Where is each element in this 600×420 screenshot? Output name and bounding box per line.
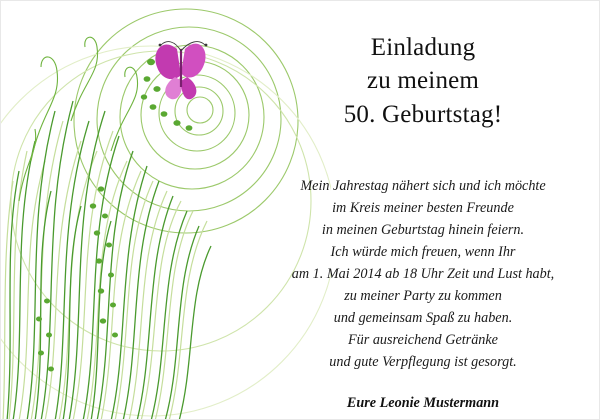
body-line-4: Ich würde mich freuen, wenn Ihr	[330, 243, 516, 260]
body-line-8: Für ausreichend Getränke	[348, 331, 498, 348]
page-title	[273, 31, 573, 131]
grass-leaf-dots	[36, 59, 192, 372]
headline-line-3: 50. Geburtstag!	[343, 100, 503, 128]
invitation-body	[273, 175, 573, 373]
body-line-6: zu meiner Party zu kommen	[344, 287, 502, 304]
grass-blades-light	[3, 121, 207, 420]
body-line-7: und gemeinsam Spaß zu haben.	[333, 309, 513, 326]
body-line-5: am 1. Mai 2014 ab 18 Uhr Zeit und Lust habt,	[291, 265, 555, 282]
body-line-1: Mein Jahrestag nähert sich und ich möchte	[300, 177, 546, 194]
invitation-text-block	[273, 31, 573, 412]
grass-blades-curls	[19, 37, 138, 201]
body-line-9: und gute Verpflegung ist gesorgt.	[329, 353, 517, 370]
body-line-2: im Kreis meiner besten Freunde	[332, 199, 514, 216]
grass-blades-dark	[7, 101, 211, 420]
body-line-3: in meinen Geburtstag hinein feiern.	[321, 221, 525, 238]
butterfly-icon	[155, 42, 207, 100]
headline-line-1: Einladung	[370, 34, 476, 61]
signature-line: Eure Leonie Mustermann	[346, 394, 500, 411]
headline-line-2: zu meinem	[366, 67, 480, 95]
